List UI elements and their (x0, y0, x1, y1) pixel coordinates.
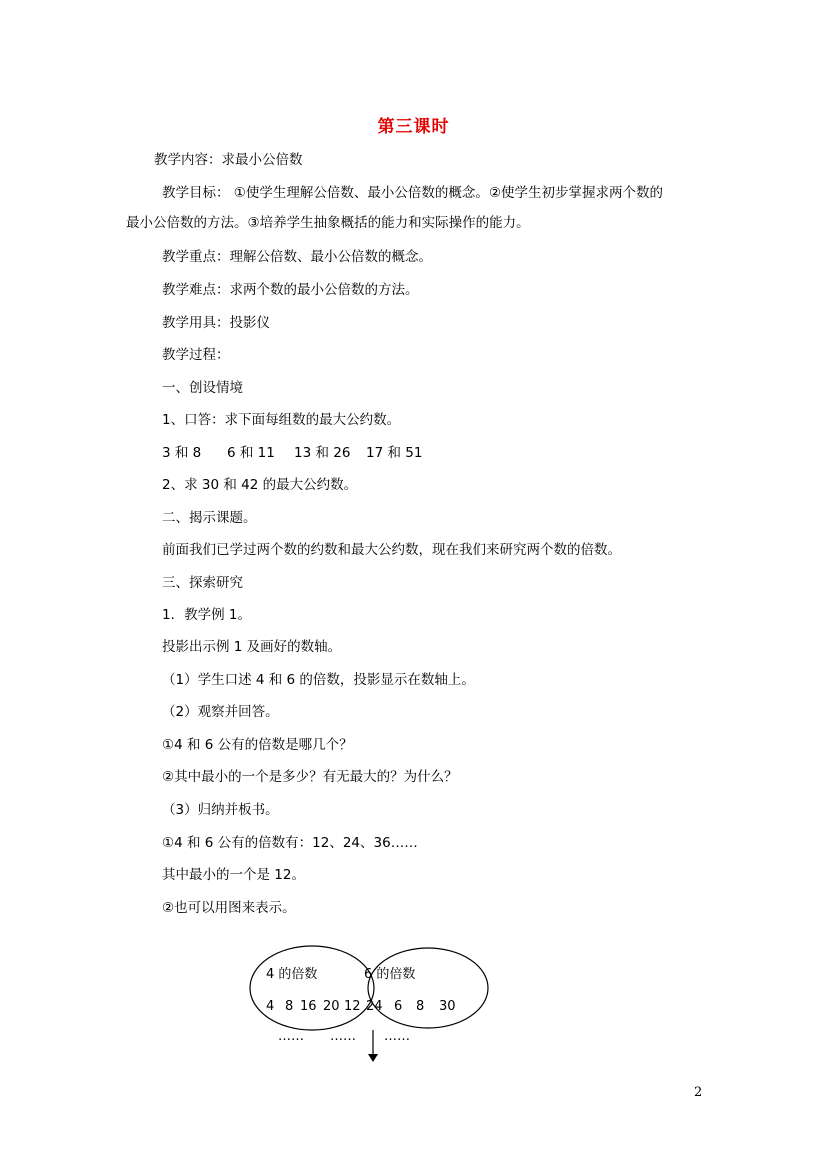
teaching-tools: 教学用具：投影仪 (162, 315, 270, 331)
summary-least-multiple: 其中最小的一个是 12。 (162, 867, 305, 883)
lesson-title: 第三课时 (377, 117, 450, 137)
multiples-of-6-circle (368, 948, 488, 1028)
q1-group: 6 和 11 (227, 445, 275, 461)
multiple-of-4: 4 (266, 999, 275, 1014)
step-3: （3）归纳并板书。 (162, 802, 279, 818)
example-heading: 1．教学例 1。 (162, 607, 251, 623)
right-ellipsis: …… (384, 1029, 410, 1044)
difficulties: 教学难点：求两个数的最小公倍数的方法。 (162, 282, 419, 298)
multiples-of-4-label: 4 的倍数 (266, 967, 318, 982)
multiple-of-4: 8 (285, 999, 294, 1014)
multiples-of-4-circle (250, 946, 374, 1030)
common-ellipsis: …… (330, 1029, 356, 1044)
multiple-of-6: 6 (394, 999, 403, 1014)
multiple-of-4: 16 (300, 999, 317, 1014)
venn-diagram (240, 940, 500, 1070)
q1-group: 13 和 26 (294, 445, 351, 461)
step-1: （1）学生口述 4 和 6 的倍数，投影显示在数轴上。 (162, 672, 475, 688)
page-number: 2 (694, 1085, 703, 1100)
section-heading-1: 一、创设情境 (162, 380, 243, 396)
question-2: 2、求 30 和 42 的最大公约数。 (162, 477, 358, 493)
summary-common-multiples: ①4 和 6 公有的倍数有：12、24、36…… (162, 835, 418, 851)
projection-note: 投影出示例 1 及画好的数轴。 (162, 639, 342, 655)
question-common-multiples: ①4 和 6 公有的倍数是哪几个？ (162, 737, 353, 753)
teaching-goals-line-2: 最小公倍数的方法。③培养学生抽象概括的能力和实际操作的能力。 (126, 215, 530, 231)
teaching-content: 教学内容：求最小公倍数 (154, 152, 303, 168)
multiples-of-6-label: 6 的倍数 (364, 967, 416, 982)
left-ellipsis: …… (278, 1029, 304, 1044)
down-arrow-icon (368, 1054, 378, 1062)
multiple-of-4: 20 (323, 999, 340, 1014)
teaching-process: 教学过程： (162, 347, 230, 363)
section-heading-3: 三、探索研究 (162, 575, 243, 591)
teaching-goals-line-1: 教学目标： ①使学生理解公倍数、最小公倍数的概念。②使学生初步掌握求两个数的 (162, 185, 663, 201)
key-points: 教学重点：理解公倍数、最小公倍数的概念。 (162, 249, 432, 265)
q1-group: 17 和 51 (366, 445, 423, 461)
question-1: 1、口答：求下面每组数的最大公约数。 (162, 412, 401, 428)
q1-group: 3 和 8 (162, 445, 202, 461)
common-multiple: 12 (344, 999, 361, 1014)
multiple-of-6: 8 (416, 999, 425, 1014)
question-least-multiple: ②其中最小的一个是多少？有无最大的？为什么？ (162, 769, 458, 785)
summary-diagram-note: ②也可以用图来表示。 (162, 900, 296, 916)
common-multiple: 24 (366, 999, 383, 1014)
multiple-of-6: 30 (439, 999, 456, 1014)
step-2: （2）观察并回答。 (162, 704, 279, 720)
section-heading-2: 二、揭示课题。 (162, 510, 257, 526)
topic-intro: 前面我们已学过两个数的约数和最大公约数，现在我们来研究两个数的倍数。 (162, 542, 621, 558)
